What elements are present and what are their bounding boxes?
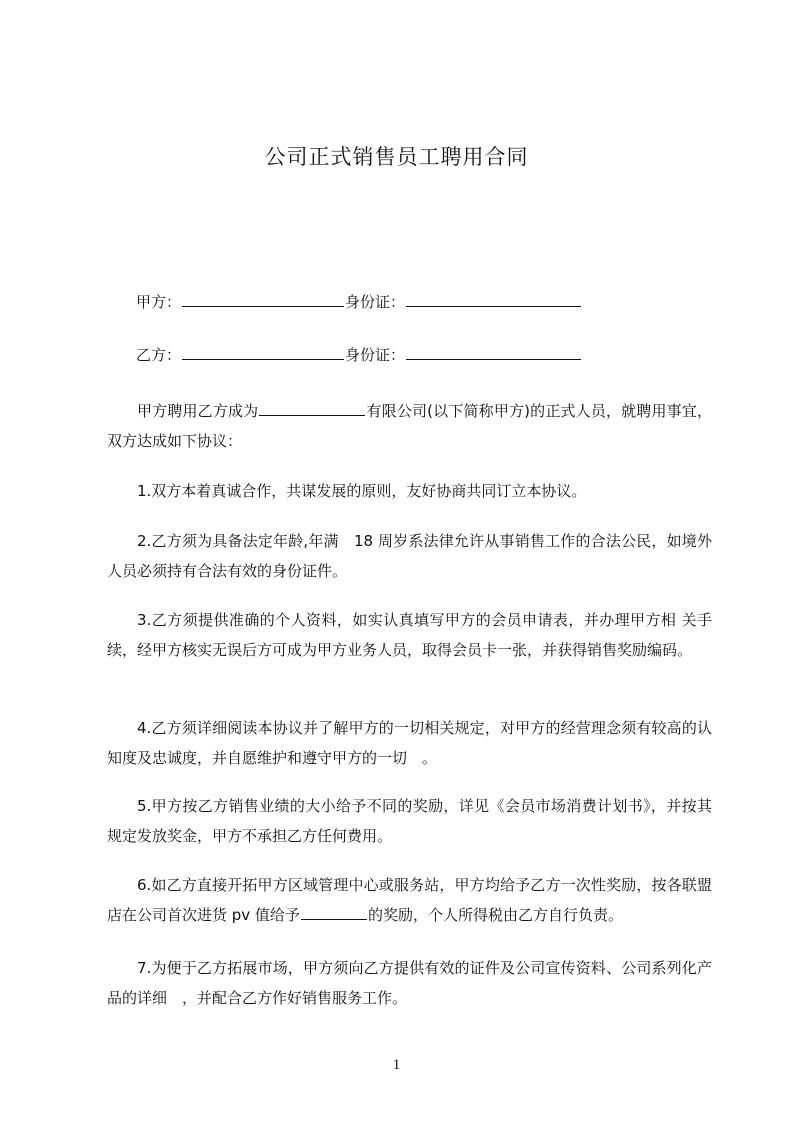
clause-4: 4.乙方须详细阅读本协议并了解甲方的一切相关规定，对甲方的经营理念须有较高的认知度及忠诚度，并自愿维护和遵守甲方的一切 。 (107, 719, 712, 767)
party-a-name-blank (182, 290, 344, 307)
reward-ratio-blank (301, 903, 367, 920)
party-a-row (136, 290, 582, 312)
clause-7: 7.为便于乙方拓展市场，甲方须向乙方提供有效的证件及公司宣传资料、公司系列化产品的详细 ，并配合乙方作好销售服务工作。 (107, 959, 712, 1007)
clause-2: 2.乙方须为具备法定年龄,年满 18 周岁系法律允许从事销售工作的合法公民，如境外人员必须持有合法有效的身份证件。 (107, 532, 712, 580)
document-title: 公司正式销售员工聘用合同 (264, 145, 529, 169)
party-b-id-label: 身份证： (345, 346, 406, 364)
clause-6-before-blank: 6.如乙方直接开拓甲方区域管理中心或服务站，甲方均给予乙方一次性奖励，按各联盟店在公司首次进货 pv 值给予 (107, 876, 712, 924)
party-b-id-blank (406, 343, 581, 360)
party-b-row (136, 343, 582, 365)
clause-1: 1.双方本着真诚合作，共谋发展的原则，友好协商共同订立本协议。 (137, 482, 587, 500)
clause-3: 3.乙方须提供准确的个人资料，如实认真填写甲方的会员申请表，并办理甲方相 关手续，经甲方核实无误后方可成为甲方业务人员，取得会员卡一张，并获得销售奖励编码。 (107, 611, 712, 659)
party-a-label: 甲方： (136, 293, 182, 311)
intro-before-blank: 甲方聘用乙方成为 (137, 402, 259, 420)
party-a-id-label: 身份证： (345, 293, 406, 311)
clause-6-after-blank: 的奖励，个人所得税由乙方自行负责。 (367, 906, 623, 924)
party-b-label: 乙方： (136, 346, 182, 364)
party-a-id-blank (406, 290, 581, 307)
page-number: 1 (392, 1057, 401, 1073)
party-b-name-blank (182, 343, 344, 360)
clause-5: 5.甲方按乙方销售业绩的大小给予不同的奖励，详见《会员市场消费计划书》，并按其规定发放奖金，甲方不承担乙方任何费用。 (107, 797, 712, 845)
clause-6 (107, 870, 712, 930)
company-name-blank (259, 399, 365, 416)
intro-paragraph (107, 396, 712, 456)
intro-after-blank: 有限公司(以下简称甲方)的正式人员，就聘用事宜，双方达成如下协议： (107, 402, 712, 450)
